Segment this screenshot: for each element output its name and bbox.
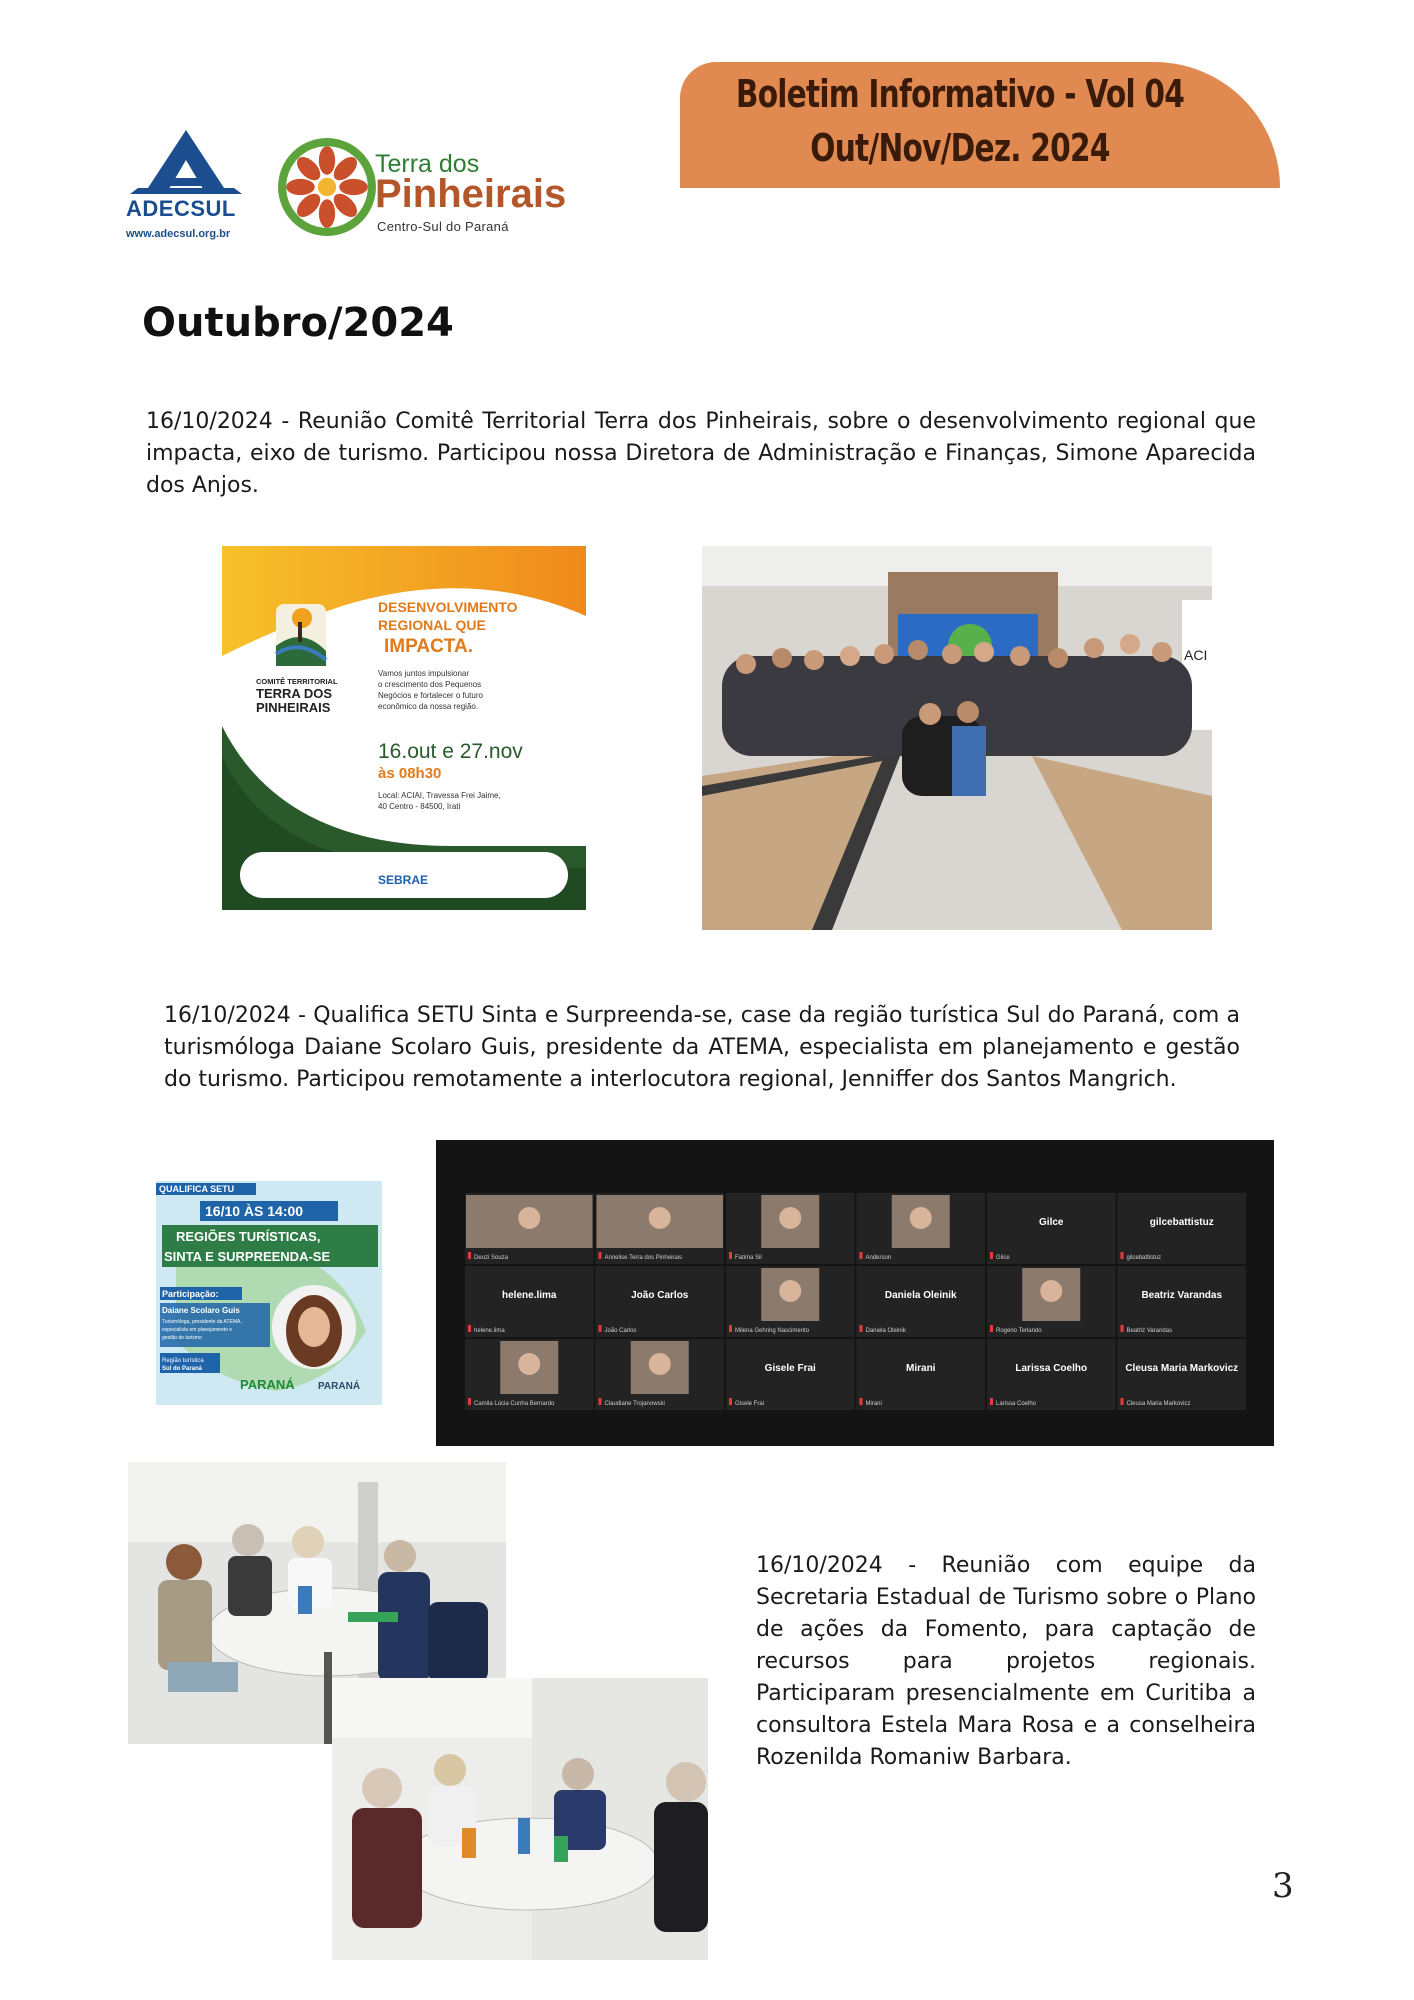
flyer1-location2: 40 Centro - 84500, Irati	[378, 802, 461, 811]
participant-face	[779, 1207, 801, 1229]
header-banner	[680, 62, 1280, 188]
participant-label: João Carlos	[604, 1328, 637, 1334]
participant-label: Gilce	[996, 1255, 1010, 1261]
muted-mic-icon	[1121, 1398, 1124, 1405]
adecsul-url: www.adecsul.org.br	[126, 228, 231, 240]
tdp-logo-line1: Terra dos	[375, 150, 480, 178]
flyer1-location1: Local: ACIAI, Travessa Frei Jaime,	[378, 791, 501, 800]
muted-mic-icon	[729, 1325, 732, 1332]
participant-label: Deuzi Souza	[474, 1255, 509, 1261]
participant-tile	[726, 1339, 855, 1410]
participant-label: Milena Gehring Nascimento	[735, 1328, 810, 1334]
participant-label: Mirani	[865, 1401, 882, 1407]
flyer1-dates: 16.out e 27.nov	[378, 740, 523, 763]
participant-tile	[857, 1193, 986, 1264]
participant-face	[518, 1207, 540, 1229]
muted-mic-icon	[468, 1252, 471, 1259]
muted-mic-icon	[1121, 1252, 1124, 1259]
participant-tile	[857, 1266, 986, 1337]
participant-face	[910, 1207, 932, 1229]
participant-face	[779, 1280, 801, 1302]
muted-mic-icon	[860, 1252, 863, 1259]
flyer1-body2: o crescimento dos Pequenos	[378, 680, 482, 689]
participant-tile	[465, 1266, 594, 1337]
news-paragraph-2: 16/10/2024 - Qualifica SETU Sinta e Surpreenda-se, case da região turística Sul do Paraná, com a turismóloga Daiane Scolaro Guis, presidente da ATEMA, especialista em planejamento e gestão do turismo. Participou remotamente a interlocutora regional, Jenniffer dos Santos Mangrich.	[164, 1003, 1240, 1092]
participant-tile	[726, 1193, 855, 1264]
muted-mic-icon	[860, 1325, 863, 1332]
muted-mic-icon	[468, 1398, 471, 1405]
participant-name: Gisele Frai	[764, 1363, 816, 1374]
muted-mic-icon	[599, 1325, 602, 1332]
flyer1-headline3: IMPACTA.	[384, 636, 474, 657]
participant-tile	[465, 1193, 594, 1264]
participant-name: Mirani	[906, 1363, 936, 1374]
group-photo-comite	[702, 546, 1212, 930]
flyer1-org2: TERRA DOS	[256, 686, 333, 701]
video-conference-screenshot	[436, 1140, 1274, 1446]
participant-tile	[1118, 1193, 1247, 1264]
participant-tile	[987, 1339, 1116, 1410]
flyer2-brand-viaje: PARANÁ	[240, 1377, 295, 1392]
participant-face	[649, 1207, 671, 1229]
tdp-logo-line2: Pinheirais	[375, 172, 567, 216]
muted-mic-icon	[990, 1398, 993, 1405]
adecsul-logo-icon	[124, 130, 248, 242]
adecsul-name: ADECSUL	[126, 196, 236, 221]
participant-tile	[726, 1266, 855, 1337]
participant-label: Claudiane Trojanowski	[604, 1401, 665, 1407]
participant-name: Cleusa Maria Markovicz	[1125, 1363, 1239, 1374]
participant-tile	[1118, 1339, 1247, 1410]
flyer1-body1: Vamos juntos impulsionar	[378, 669, 470, 678]
section-title: Outubro/2024	[142, 300, 454, 346]
participant-tile	[987, 1193, 1116, 1264]
flyer1-headline1: DESENVOLVIMENTO	[378, 599, 518, 615]
participant-face	[1040, 1280, 1062, 1302]
flyer1-headline2: REGIONAL QUE	[378, 617, 486, 633]
participant-name: Beatriz Varandas	[1141, 1290, 1223, 1301]
participant-tile	[596, 1339, 725, 1410]
muted-mic-icon	[729, 1252, 732, 1259]
participant-name: Gilce	[1039, 1217, 1064, 1228]
participant-name: Larissa Coelho	[1015, 1363, 1088, 1374]
participant-tile	[596, 1193, 725, 1264]
muted-mic-icon	[599, 1398, 602, 1405]
participant-name: Daniela Oleinik	[884, 1290, 957, 1301]
participant-tile	[987, 1266, 1116, 1337]
participant-label: Annelise Terra dos Pinheirais	[604, 1255, 683, 1261]
flyer1-body3: Negócios e fortalecer o futuro	[378, 691, 483, 700]
participant-tile	[857, 1339, 986, 1410]
flyer2-datetime: 16/10 ÀS 14:00	[205, 1203, 304, 1219]
muted-mic-icon	[990, 1325, 993, 1332]
comite-logo-icon	[276, 604, 326, 666]
page-number: 3	[1272, 1866, 1294, 1906]
participant-label: Cleusa Maria Markovicz	[1126, 1401, 1191, 1407]
participant-name: helene.lima	[502, 1290, 557, 1301]
flyer2-brand-governo: PARANÁ	[318, 1381, 361, 1392]
flyer2-tag: QUALIFICA SETU	[159, 1184, 235, 1194]
tdp-flower-icon	[276, 136, 378, 238]
participant-label: Fatima Sil	[735, 1255, 762, 1261]
participant-label: Daniela Oleinik	[865, 1328, 906, 1334]
participant-name: gilcebattistuz	[1149, 1217, 1214, 1228]
flyer1-body4: econômico da nossa região.	[378, 702, 479, 711]
muted-mic-icon	[990, 1252, 993, 1259]
muted-mic-icon	[860, 1398, 863, 1405]
tdp-logo-line3: Centro-Sul do Paraná	[377, 219, 509, 234]
participant-tile	[1118, 1266, 1247, 1337]
flyer1-time: às 08h30	[378, 765, 442, 782]
flyer2-speaker: Daiane Scolaro Guis	[162, 1306, 240, 1315]
flyer1-sponsor: SEBRAE	[378, 873, 429, 887]
flyer2-speaker-role1: Turismóloga, presidente da ATEMA,	[162, 1319, 242, 1325]
flyer1-org3: PINHEIRAIS	[256, 700, 331, 715]
flyer2-title2: SINTA E SURPREENDA-SE	[164, 1249, 331, 1264]
banner-title: Boletim Informativo - Vol 04	[735, 72, 1185, 116]
muted-mic-icon	[1121, 1325, 1124, 1332]
flyer2-region-label: Região turística	[162, 1358, 204, 1364]
flyer2-title1: REGIÕES TURÍSTICAS,	[176, 1229, 321, 1244]
participant-tile	[465, 1339, 594, 1410]
participant-tile	[596, 1266, 725, 1337]
flyer2-speaker-role2: especialista em planejamento e	[162, 1327, 233, 1333]
muted-mic-icon	[729, 1398, 732, 1405]
flyer2-participation-label: Participação:	[162, 1289, 219, 1299]
flyer2-speaker-role3: gestão do turismo	[162, 1335, 202, 1341]
muted-mic-icon	[599, 1252, 602, 1259]
event-flyer-qualifica-setu	[156, 1181, 382, 1405]
flyer1-org1: COMITÊ TERRITORIAL	[256, 677, 338, 686]
participant-face	[518, 1353, 540, 1375]
participant-label: Gisele Frai	[735, 1401, 765, 1407]
participant-label: Larissa Coelho	[996, 1401, 1037, 1407]
participant-label: Beatriz Varandas	[1126, 1328, 1173, 1334]
meeting-photo-2	[332, 1678, 708, 1960]
muted-mic-icon	[468, 1325, 471, 1332]
participant-face	[649, 1353, 671, 1375]
photo-sign-text: ACI	[1184, 647, 1208, 663]
participant-label: Camila Lúcia Cunha Bernardo	[474, 1401, 555, 1407]
news-paragraph-3: 16/10/2024 - Reunião com equipe da Secretaria Estadual de Turismo sobre o Plano de ações da Fomento, para captação de recursos para projetos regionais. Participaram presencialmente em Curitiba a consultora Estela Mara Rosa e a conselheira Rozenilda Romaniw Barbara.	[756, 1553, 1256, 1770]
participant-label: Rogerio Terlando	[996, 1328, 1042, 1334]
flyer2-region-name: Sul do Paraná	[162, 1366, 203, 1372]
participant-label: gilcebattistuz	[1126, 1255, 1162, 1261]
banner-period: Out/Nov/Dez. 2024	[810, 126, 1110, 170]
participant-label: Anderson	[865, 1255, 892, 1261]
news-paragraph-1: 16/10/2024 - Reunião Comitê Territorial Terra dos Pinheirais, sobre o desenvolvimento regional que impacta, eixo de turismo. Participou nossa Diretora de Administração e Finanças, Simone Aparecida dos Anjos.	[146, 409, 1256, 498]
participant-name: João Carlos	[631, 1290, 689, 1301]
event-flyer-desenvolvimento	[222, 546, 586, 910]
participant-label: helene.lima	[474, 1328, 505, 1334]
